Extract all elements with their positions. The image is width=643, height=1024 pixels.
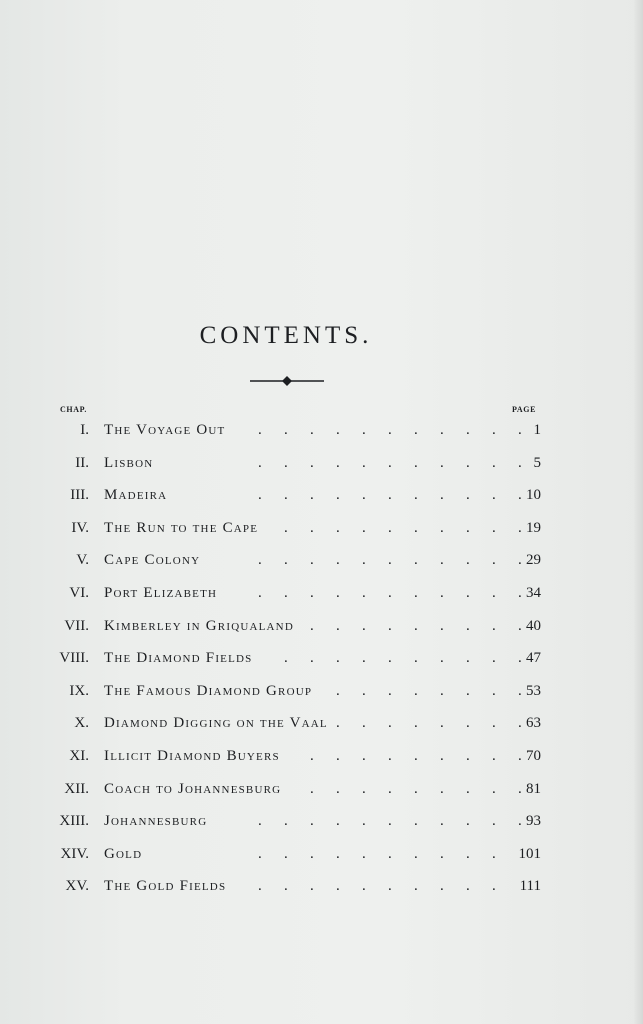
leader-dot: . — [518, 487, 522, 504]
leader-dot: . — [388, 878, 392, 895]
leader-dot: . — [414, 813, 418, 830]
leader-dot: . — [440, 552, 444, 569]
leader-dot: . — [310, 585, 314, 601]
chapter-title: The Voyage Out — [104, 422, 226, 438]
leader-dot: . — [518, 813, 522, 830]
leader-dot: . — [310, 617, 314, 634]
chapter-number: VII. — [64, 617, 89, 634]
leader-dot: . — [466, 813, 470, 830]
leader-dot: . — [492, 878, 496, 895]
leader-dot: . — [466, 552, 470, 569]
toc-entry[interactable] — [0, 614, 643, 646]
leader-dot: . — [284, 454, 288, 471]
leader-dot: . — [518, 715, 522, 732]
leader-dot: . — [518, 454, 522, 471]
leader-dot: . — [258, 552, 262, 569]
toc-entry[interactable] — [0, 679, 643, 711]
leader-dot: . — [284, 878, 288, 895]
chapter-column-header: CHAP. — [60, 405, 87, 414]
page-number: 19 — [526, 519, 541, 536]
leader-dot: . — [414, 519, 418, 536]
page-number: 1 — [533, 422, 541, 438]
leader-dot: . — [388, 813, 392, 830]
leader-dot: . — [284, 519, 288, 536]
leader-dot: . — [466, 682, 470, 699]
leader-dot: . — [336, 748, 340, 764]
leader-dot: . — [388, 487, 392, 504]
leader-dot: . — [310, 748, 314, 764]
chapter-title: The Famous Diamond Group — [104, 682, 313, 699]
chapter-title: Lisbon — [104, 454, 154, 471]
leader-dot: . — [362, 422, 366, 438]
leader-dot: . — [440, 487, 444, 504]
leader-dot: . — [492, 585, 496, 601]
leader-dot: . — [258, 454, 262, 471]
toc-entry[interactable] — [0, 874, 643, 906]
leader-dot: . — [518, 748, 522, 764]
leader-dot: . — [466, 780, 470, 797]
leader-dot: . — [414, 585, 418, 601]
toc-entry[interactable] — [0, 744, 643, 776]
chapter-title: Johannesburg — [104, 813, 208, 830]
leader-dot: . — [440, 780, 444, 797]
leader-dot: . — [336, 422, 340, 438]
leader-dot: . — [336, 650, 340, 667]
chapter-title: Illicit Diamond Buyers — [104, 748, 280, 764]
leader-dot: . — [258, 422, 262, 438]
leader-dot: . — [414, 454, 418, 471]
leader-dot: . — [388, 519, 392, 536]
leader-dot: . — [336, 585, 340, 601]
leader-dot: . — [492, 780, 496, 797]
chapter-number: XV. — [65, 878, 89, 895]
leader-dot: . — [388, 748, 392, 764]
leader-dot: . — [414, 748, 418, 764]
page-column-header: PAGE — [512, 405, 537, 414]
leader-dot: . — [310, 780, 314, 797]
leader-dot: . — [518, 617, 522, 634]
leader-dot: . — [414, 878, 418, 895]
leader-dot: . — [284, 422, 288, 438]
leader-dot: . — [258, 585, 262, 601]
page-number: 111 — [519, 878, 541, 895]
chapter-title: The Gold Fields — [104, 878, 227, 895]
leader-dot: . — [310, 487, 314, 504]
leader-dot: . — [414, 780, 418, 797]
leader-dot: . — [492, 682, 496, 699]
leader-dot: . — [336, 682, 340, 699]
leader-dot: . — [492, 715, 496, 732]
leader-dot: . — [440, 682, 444, 699]
leader-dot: . — [258, 845, 262, 862]
toc-entry[interactable] — [0, 548, 643, 580]
leader-dot: . — [310, 650, 314, 667]
leader-dot: . — [518, 422, 522, 438]
chapter-title: Port Elizabeth — [104, 585, 218, 601]
leader-dot: . — [258, 487, 262, 504]
chapter-number: XIV. — [60, 845, 89, 862]
leader-dot: . — [310, 519, 314, 536]
leader-dot: . — [466, 845, 470, 862]
chapter-number: X. — [74, 715, 89, 732]
chapter-number: II. — [75, 454, 89, 471]
toc-entry[interactable] — [0, 842, 643, 874]
leader-dot: . — [258, 878, 262, 895]
leader-dot: . — [492, 748, 496, 764]
page-number: 29 — [526, 552, 541, 569]
chapter-title: The Run to the Cape — [104, 519, 259, 536]
leader-dot: . — [362, 748, 366, 764]
leader-dot: . — [362, 650, 366, 667]
leader-dot: . — [362, 878, 366, 895]
leader-dot: . — [284, 845, 288, 862]
chapter-number: V. — [76, 552, 89, 569]
leader-dot: . — [440, 454, 444, 471]
diamond-rule-ornament — [250, 374, 324, 388]
toc-entry[interactable] — [0, 809, 643, 841]
leader-dot: . — [362, 813, 366, 830]
leader-dot: . — [362, 519, 366, 536]
leader-dot: . — [466, 617, 470, 634]
leader-dot: . — [284, 552, 288, 569]
leader-dot: . — [336, 454, 340, 471]
leader-dot: . — [362, 585, 366, 601]
chapter-number: III. — [70, 487, 89, 504]
leader-dot: . — [336, 813, 340, 830]
leader-dot: . — [440, 585, 444, 601]
leader-dot: . — [258, 813, 262, 830]
leader-dot: . — [310, 552, 314, 569]
leader-dot: . — [414, 617, 418, 634]
leader-dot: . — [414, 682, 418, 699]
leader-dot: . — [492, 519, 496, 536]
leader-dot: . — [492, 487, 496, 504]
toc-entry[interactable] — [0, 451, 643, 483]
leader-dot: . — [388, 650, 392, 667]
page-number: 63 — [526, 715, 541, 732]
leader-dot: . — [362, 617, 366, 634]
leader-dot: . — [310, 422, 314, 438]
leader-dot: . — [414, 715, 418, 732]
leader-dot: . — [414, 487, 418, 504]
page-number: 5 — [533, 454, 541, 471]
leader-dot: . — [492, 845, 496, 862]
leader-dot: . — [466, 519, 470, 536]
leader-dot: . — [466, 585, 470, 601]
leader-dot: . — [440, 422, 444, 438]
leader-dot: . — [310, 813, 314, 830]
leader-dot: . — [440, 519, 444, 536]
leader-dot: . — [336, 845, 340, 862]
leader-dot: . — [388, 585, 392, 601]
leader-dot: . — [466, 454, 470, 471]
leader-dot: . — [310, 454, 314, 471]
leader-dot: . — [388, 845, 392, 862]
leader-dot: . — [492, 617, 496, 634]
leader-dot: . — [388, 422, 392, 438]
leader-dot: . — [284, 813, 288, 830]
leader-dot: . — [388, 682, 392, 699]
leader-dot: . — [284, 650, 288, 667]
page-number: 81 — [526, 780, 541, 797]
chapter-title: Kimberley in Griqualand — [104, 617, 294, 634]
leader-dot: . — [362, 552, 366, 569]
chapter-number: I. — [80, 422, 89, 438]
chapter-title: Madeira — [104, 487, 168, 504]
leader-dot: . — [440, 748, 444, 764]
leader-dot: . — [284, 487, 288, 504]
leader-dot: . — [466, 422, 470, 438]
chapter-number: XI. — [69, 748, 89, 764]
leader-dot: . — [440, 813, 444, 830]
page-number: 70 — [526, 748, 541, 764]
leader-dot: . — [362, 780, 366, 797]
leader-dot: . — [414, 845, 418, 862]
chapter-number: XII. — [64, 780, 89, 797]
leader-dot: . — [440, 845, 444, 862]
toc-entry[interactable] — [0, 646, 643, 678]
toc-entry[interactable] — [0, 777, 643, 809]
chapter-title: Gold — [104, 845, 143, 862]
page-number: 47 — [526, 650, 541, 667]
leader-dot: . — [388, 715, 392, 732]
leader-dot: . — [362, 487, 366, 504]
page-number: 93 — [526, 813, 541, 830]
toc-entry[interactable] — [0, 483, 643, 515]
chapter-title: The Diamond Fields — [104, 650, 253, 667]
leader-dot: . — [388, 454, 392, 471]
leader-dot: . — [518, 780, 522, 797]
leader-dot: . — [466, 487, 470, 504]
chapter-number: VIII. — [59, 650, 89, 667]
page-title: CONTENTS. — [199, 322, 373, 349]
toc-entry[interactable] — [0, 516, 643, 548]
leader-dot: . — [466, 878, 470, 895]
chapter-number: IV. — [71, 519, 89, 536]
chapter-number: VI. — [69, 585, 89, 601]
leader-dot: . — [310, 845, 314, 862]
leader-dot: . — [388, 617, 392, 634]
leader-dot: . — [518, 682, 522, 699]
leader-dot: . — [466, 715, 470, 732]
leader-dot: . — [336, 617, 340, 634]
leader-dot: . — [414, 552, 418, 569]
leader-dot: . — [336, 878, 340, 895]
leader-dot: . — [336, 780, 340, 797]
toc-entry[interactable] — [0, 418, 643, 450]
leader-dot: . — [518, 650, 522, 667]
leader-dot: . — [466, 650, 470, 667]
leader-dot: . — [310, 878, 314, 895]
leader-dot: . — [492, 454, 496, 471]
leader-dot: . — [492, 422, 496, 438]
leader-dot: . — [336, 487, 340, 504]
leader-dot: . — [362, 715, 366, 732]
chapter-title: Diamond Digging on the Vaal — [104, 715, 328, 732]
page-number: 34 — [526, 585, 541, 601]
leader-dot: . — [362, 682, 366, 699]
page-number: 40 — [526, 617, 541, 634]
leader-dot: . — [492, 552, 496, 569]
leader-dot: . — [440, 878, 444, 895]
leader-dot: . — [336, 519, 340, 536]
leader-dot: . — [466, 748, 470, 764]
toc-entry[interactable] — [0, 581, 643, 613]
leader-dot: . — [414, 650, 418, 667]
leader-dot: . — [414, 422, 418, 438]
chapter-title: Cape Colony — [104, 552, 201, 569]
leader-dot: . — [388, 780, 392, 797]
leader-dot: . — [492, 813, 496, 830]
page-number: 53 — [526, 682, 541, 699]
leader-dot: . — [518, 519, 522, 536]
chapter-number: IX. — [69, 682, 89, 699]
page-number: 101 — [518, 845, 541, 862]
leader-dot: . — [440, 650, 444, 667]
leader-dot: . — [388, 552, 392, 569]
leader-dot: . — [518, 585, 522, 601]
leader-dot: . — [336, 552, 340, 569]
leader-dot: . — [284, 585, 288, 601]
leader-dot: . — [440, 617, 444, 634]
leader-dot: . — [362, 454, 366, 471]
chapter-title: Coach to Johannesburg — [104, 780, 282, 797]
chapter-number: XIII. — [59, 813, 89, 830]
page-number: 10 — [526, 487, 541, 504]
leader-dot: . — [362, 845, 366, 862]
leader-dot: . — [440, 715, 444, 732]
leader-dot: . — [336, 715, 340, 732]
leader-dot: . — [518, 552, 522, 569]
toc-entry[interactable] — [0, 711, 643, 743]
leader-dot: . — [492, 650, 496, 667]
